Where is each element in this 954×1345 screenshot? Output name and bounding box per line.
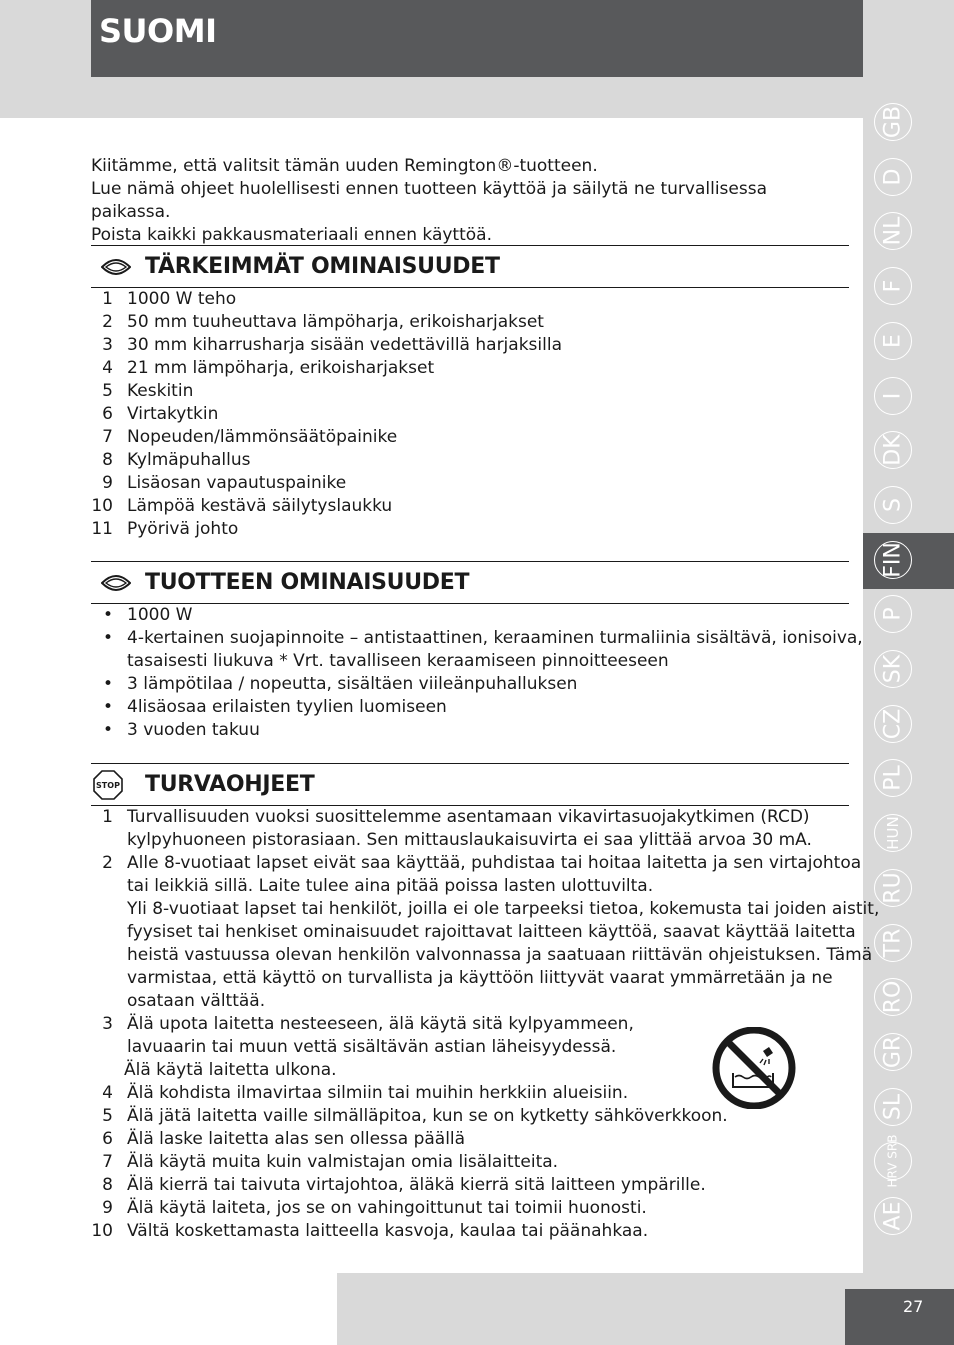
list-item (91, 1174, 849, 1197)
section-header (91, 763, 849, 806)
lang-tab-gb[interactable] (868, 95, 918, 151)
item-text: Lisäosan vapautuspainike (127, 473, 347, 493)
lang-tab-circle (874, 1033, 912, 1071)
item-text: lavuaarin tai muun vettä sisältävän astian läheisyydessä. (127, 1037, 617, 1057)
item-text: varmistaa, että käyttö on turvallista ja käyttöön liittyvät vaarat ymmärretään ja ne (127, 968, 833, 988)
list-item (91, 852, 862, 875)
item-number: 9 (102, 473, 113, 493)
item-text: 3 lämpötilaa / nopeutta, sisältäen viileänpuhalluksen (127, 674, 578, 694)
lang-tab-circle (874, 924, 912, 962)
lang-tab-label: HRV SRB (885, 1134, 900, 1188)
lang-tab-circle (874, 650, 912, 688)
features-section (91, 245, 849, 541)
lang-tab-sl[interactable] (868, 1080, 918, 1136)
lang-tab-label: NL (880, 217, 906, 246)
list-item (91, 518, 849, 541)
no-bath-shower-icon (711, 1027, 797, 1109)
intro-line: Kiitämme, että valitsit tämän uuden Remington®-tuotteen. (91, 156, 598, 176)
lang-tab-i[interactable] (868, 369, 918, 425)
item-text: kylpyhuoneen pistorasiaan. Sen mittauslaukaisuvirta ei saa ylittää arvoa 30 mA. (127, 830, 812, 850)
lang-tab-circle (874, 158, 912, 196)
lang-tab-sk[interactable] (868, 642, 918, 698)
lang-tab-f[interactable] (868, 259, 918, 315)
item-number: 7 (102, 427, 113, 447)
features-list (91, 288, 849, 541)
item-number: 3 (102, 335, 113, 355)
item-text: osataan välttää. (127, 991, 266, 1011)
lang-tab-fin[interactable] (863, 533, 954, 589)
item-number: 7 (102, 1152, 113, 1172)
lang-tab-hrv-srb[interactable] (868, 1134, 918, 1190)
item-text: Nopeuden/lämmönsäätöpainike (127, 427, 398, 447)
lang-tab-label: TR (880, 928, 906, 957)
list-item (91, 288, 849, 311)
section-header (91, 245, 849, 288)
item-text: Yli 8-vuotiaat lapset tai henkilöt, joilla ei ole tarpeeksi tietoa, kokemusta tai joiden aistit, (127, 899, 880, 919)
item-text: Pyörivä johto (127, 519, 239, 539)
item-number: 2 (102, 312, 113, 332)
item-text: Älä käytä muita kuin valmistajan omia lisälaitteita. (127, 1152, 559, 1172)
stop-icon (93, 770, 123, 807)
item-text: Älä jätä laitetta vaille silmälläpitoa, kun se on kytketty sähköverkkoon. (127, 1106, 728, 1126)
item-number: 8 (102, 450, 113, 470)
item-number: 8 (102, 1175, 113, 1195)
lang-tab-label: P (880, 607, 906, 621)
eye-icon (101, 258, 131, 283)
list-item (91, 806, 849, 829)
item-text: Älä upota laitetta nesteeseen, älä käytä sitä kylpyammeen, (127, 1014, 634, 1034)
lang-tab-label: AE (880, 1201, 906, 1231)
item-text: fyysiset tai henkiset ominaisuudet rajoittavat laitteen käyttöä, saavat käyttää laitetta (127, 922, 856, 942)
lang-tab-label: GB (880, 105, 906, 139)
item-number: 1 (102, 289, 113, 309)
lang-tab-circle (874, 978, 912, 1016)
lang-tab-circle (874, 377, 912, 415)
safety-section (91, 763, 880, 1243)
bullet-point: • (103, 697, 114, 717)
list-item (91, 403, 849, 426)
item-text: Lämpöä kestävä säilytyslaukku (127, 496, 393, 516)
item-text: tai leikkiä sillä. Laite tulee aina pitää poissa lasten ulottuvilta. (127, 876, 654, 896)
lang-tab-gr[interactable] (868, 1025, 918, 1081)
list-item (91, 829, 849, 852)
list-item (91, 673, 849, 696)
item-text: Älä käytä laitetta ulkona. (124, 1060, 337, 1080)
item-text: Älä käytä laiteta, jos se on vahingoittunut tai toimii huonosti. (127, 1198, 647, 1218)
item-number: 4 (102, 358, 113, 378)
section-title: TUOTTEEN OMINAISUUDET (145, 570, 470, 595)
list-item (91, 357, 849, 380)
list-item (91, 380, 849, 403)
lang-tab-circle (874, 1197, 912, 1235)
lang-tab-pl[interactable] (868, 751, 918, 807)
lang-tab-label: RO (880, 980, 906, 1014)
list-item (91, 921, 856, 944)
lang-tab-circle (874, 541, 912, 579)
item-text: 3 vuoden takuu (127, 720, 260, 740)
item-number: 5 (102, 381, 113, 401)
product-section (91, 561, 863, 742)
item-number: 9 (102, 1198, 113, 1218)
lang-tab-label: CZ (880, 708, 906, 739)
lang-tab-circle (874, 431, 912, 469)
bullet-point: • (103, 628, 114, 648)
lang-tab-label: RU (880, 872, 906, 904)
item-number: 6 (102, 1129, 113, 1149)
section-title: TURVAOHJEET (145, 772, 315, 797)
list-item (91, 311, 849, 334)
list-item (91, 696, 849, 719)
lang-tab-ae[interactable] (868, 1189, 918, 1245)
item-text: Keskitin (127, 381, 194, 401)
section-header (91, 561, 849, 604)
item-text: Turvallisuuden vuoksi suosittelemme asentamaan vikavirtasuojakytkimen (RCD) (127, 807, 810, 827)
list-item (91, 719, 849, 742)
lang-tab-circle (874, 103, 912, 141)
item-number: 1 (102, 807, 113, 827)
lang-tab-circle (874, 814, 912, 852)
content (91, 155, 880, 1241)
lang-tab-circle (874, 212, 912, 250)
lang-tab-label: I (880, 392, 906, 399)
lang-tab-hun[interactable] (868, 806, 918, 862)
section-title: TÄRKEIMMÄT OMINAISUUDET (145, 254, 500, 279)
lang-tab-circle (874, 705, 912, 743)
lang-tab-label: FIN (880, 541, 906, 578)
lang-tab-label: E (880, 333, 906, 348)
page-number: 27 (903, 1297, 924, 1316)
svg-text:STOP: STOP (96, 781, 120, 790)
safety-list (91, 806, 880, 1243)
item-number: 4 (102, 1083, 113, 1103)
item-text: Virtakytkin (127, 404, 219, 424)
bullet-point: • (103, 605, 114, 625)
lang-tab-label: SK (880, 654, 906, 684)
lang-tab-s[interactable] (868, 478, 918, 534)
item-text: 1000 W teho (127, 289, 237, 309)
intro-text (91, 155, 849, 247)
page-number-box (845, 1289, 954, 1345)
product-list (91, 604, 863, 742)
intro-line: Lue nämä ohjeet huolellisesti ennen tuotteen käyttöä ja säilytä ne turvallisessa paikassa. (91, 179, 767, 222)
list-item (91, 650, 849, 673)
item-text: heistä vastuussa olevan henkilön valvonnassa ja saatuaan riittävän ohjeistuksen. Tämä (127, 945, 873, 965)
lang-tab-ro[interactable] (868, 970, 918, 1026)
item-text: Kylmäpuhallus (127, 450, 251, 470)
list-item (91, 990, 849, 1013)
lang-tab-dk[interactable] (868, 423, 918, 479)
list-item (91, 627, 863, 650)
list-item (91, 898, 880, 921)
list-item (91, 449, 849, 472)
list-item (91, 495, 849, 518)
item-number: 10 (91, 496, 113, 516)
item-text: tasaisesti liukuva * Vrt. tavalliseen keraamiseen pinnoitteeseen (127, 651, 669, 671)
lang-tab-label: PL (880, 765, 906, 792)
lang-tab-circle (874, 869, 912, 907)
item-number: 3 (102, 1014, 113, 1034)
lang-tab-p[interactable] (868, 587, 918, 643)
lang-tab-label: GR (880, 1035, 906, 1069)
header-bar (91, 0, 863, 77)
list-item (91, 426, 849, 449)
page-title: SUOMI (99, 12, 217, 50)
list-item (91, 1151, 849, 1174)
item-text: Vältä koskettamasta laitteella kasvoja, kaulaa tai päänahkaa. (127, 1221, 649, 1241)
bullet-point: • (103, 720, 114, 740)
list-item (91, 604, 849, 627)
list-item (91, 875, 849, 898)
lang-tab-circle (874, 759, 912, 797)
footer-panel (0, 1273, 337, 1345)
lang-tab-label: DK (880, 434, 906, 466)
list-item (91, 944, 873, 967)
list-item (91, 967, 849, 990)
lang-tab-circle (874, 595, 912, 633)
item-text: Alle 8-vuotiaat lapset eivät saa käyttää, puhdistaa tai hoitaa laitetta ja sen virtajohtoa (127, 853, 862, 873)
item-text: 4lisäosaa erilaisten tyylien luomiseen (127, 697, 447, 717)
lang-tab-label: D (880, 168, 906, 186)
lang-tab-label: SL (880, 1093, 906, 1120)
lang-tab-circle (874, 267, 912, 305)
intro-line: Poista kaikki pakkausmateriaali ennen käyttöä. (91, 225, 492, 245)
item-number: 5 (102, 1106, 113, 1126)
eye-icon (101, 574, 131, 599)
lang-tab-tr[interactable] (868, 916, 918, 972)
item-text: 1000 W (127, 605, 193, 625)
lang-tab-label: S (880, 497, 906, 512)
list-item (91, 1128, 849, 1151)
item-text: Älä kierrä tai taivuta virtajohtoa, äläkä kierrä sitä laitteen ympärille. (127, 1175, 706, 1195)
item-text: Älä laske laitetta alas sen ollessa päällä (127, 1129, 466, 1149)
list-item (91, 1197, 849, 1220)
lang-tab-circle (874, 1134, 912, 1188)
list-item (91, 1220, 849, 1243)
lang-tab-cz[interactable] (868, 697, 918, 753)
lang-tab-e[interactable] (868, 314, 918, 370)
lang-tab-circle (874, 486, 912, 524)
lang-tab-d[interactable] (868, 150, 918, 206)
item-number: 2 (102, 853, 113, 873)
item-text: 30 mm kiharrusharja sisään vedettävillä harjaksilla (127, 335, 562, 355)
item-number: 6 (102, 404, 113, 424)
lang-tab-nl[interactable] (868, 204, 918, 260)
list-item (91, 334, 849, 357)
lang-tab-circle (874, 1088, 912, 1126)
bullet-point: • (103, 674, 114, 694)
item-number: 11 (91, 519, 113, 539)
lang-tab-label: F (880, 279, 906, 293)
lang-tab-circle (874, 322, 912, 360)
list-item (91, 472, 849, 495)
item-text: 4-kertainen suojapinnoite – antistaattinen, keraaminen turmaliinia sisältävä, ionisoiva, (127, 628, 863, 648)
item-text: 21 mm lämpöharja, erikoisharjakset (127, 358, 435, 378)
item-text: 50 mm tuuheuttava lämpöharja, erikoisharjakset (127, 312, 544, 332)
lang-tab-label: HUN (884, 816, 902, 850)
item-text: Älä kohdista ilmavirtaa silmiin tai muihin herkkiin alueisiin. (127, 1083, 629, 1103)
item-number: 10 (91, 1221, 113, 1241)
